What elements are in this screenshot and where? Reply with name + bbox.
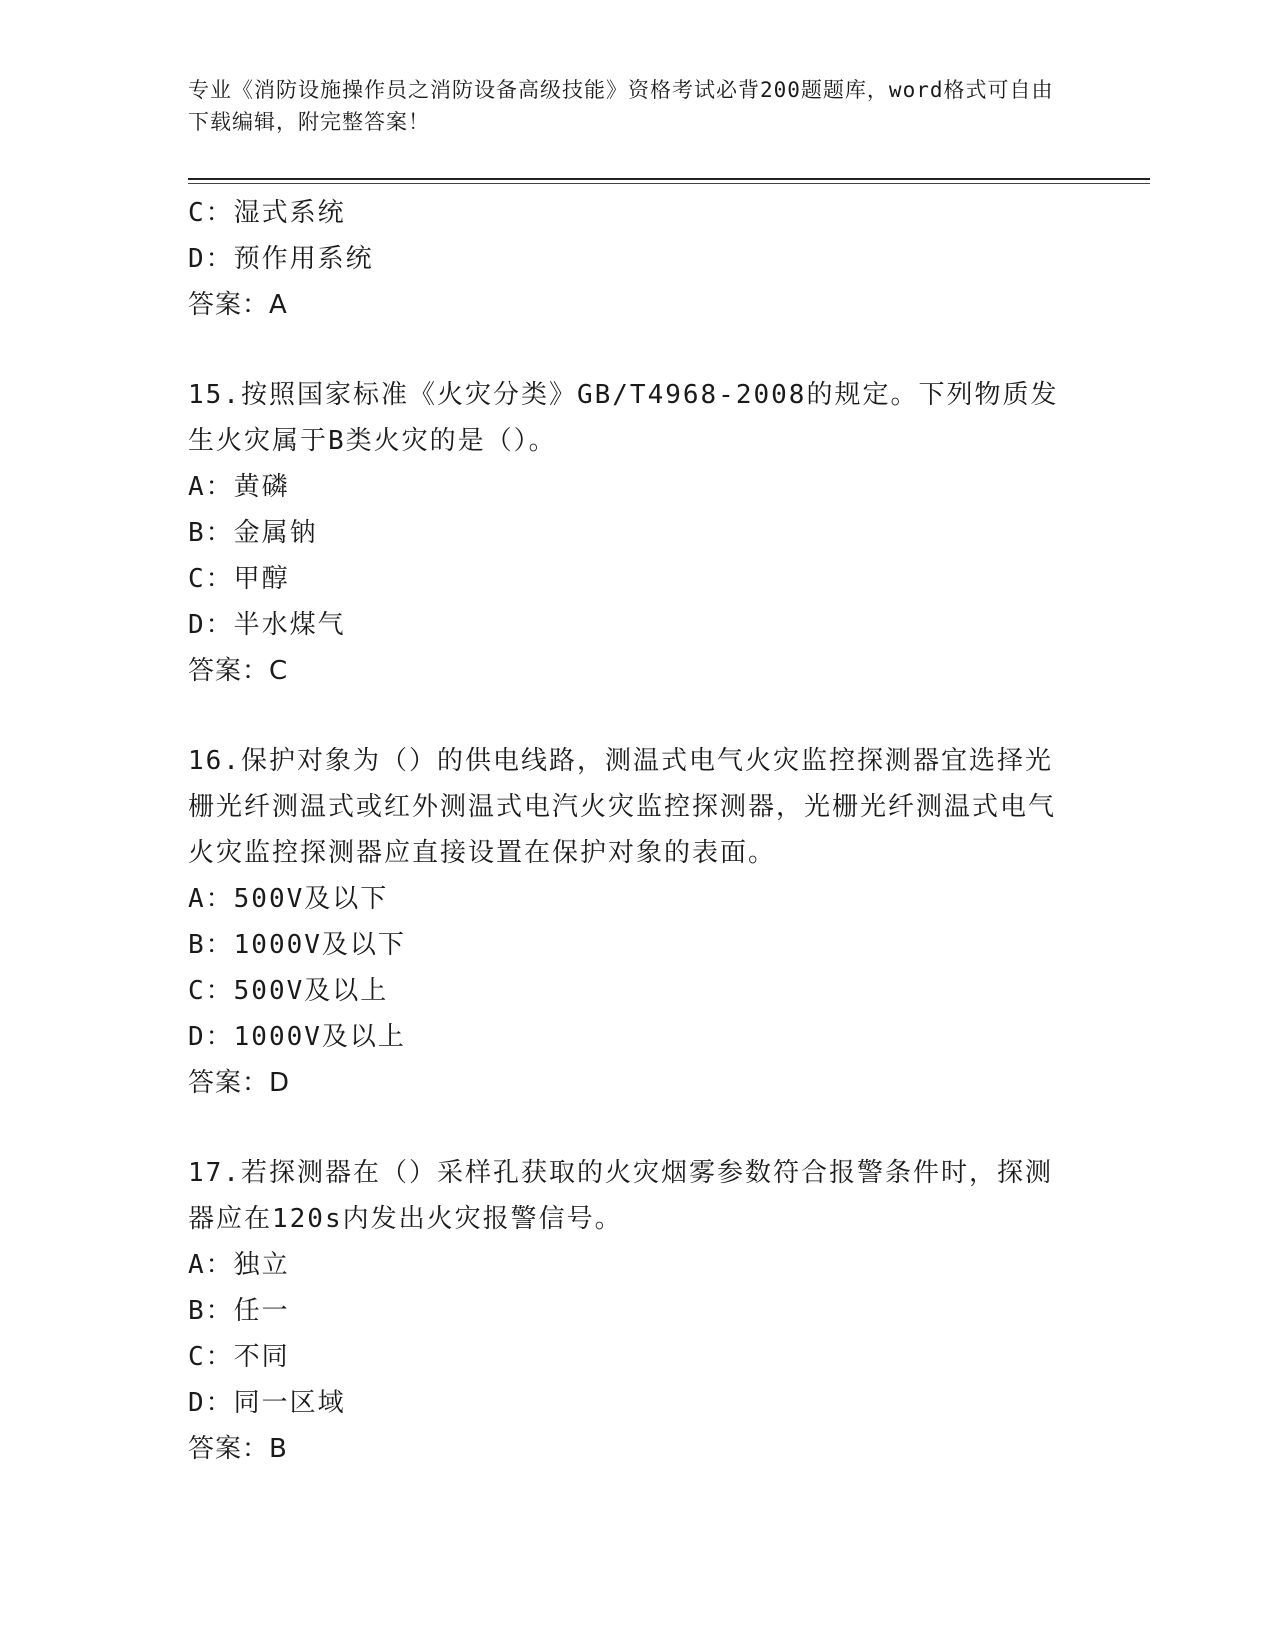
- question-content: [188, 190, 1088, 1472]
- option-a: A：黄磷: [188, 472, 290, 502]
- answer: 答案：B: [188, 1434, 288, 1464]
- answer: 答案：A: [188, 290, 288, 320]
- document-header: 专业《消防设施操作员之消防设备高级技能》资格考试必背200题题库，word格式可自由下载编辑，附完整答案！: [188, 78, 1054, 134]
- option-b: B：1000V及以下: [188, 930, 406, 960]
- question-text: 15.按照国家标准《火灾分类》GB/T4968-2008的规定。下列物质发生火灾属于B类火灾的是（）。: [188, 380, 1059, 456]
- question-text: 17.若探测器在（）采样孔获取的火灾烟雾参数符合报警条件时，探测器应在120s内发出火灾报警信号。: [188, 1158, 1053, 1234]
- option-d: D：1000V及以上: [188, 1022, 406, 1052]
- option-b: B：任一: [188, 1296, 290, 1326]
- question-16: [188, 738, 1088, 1106]
- option-a: A：独立: [188, 1250, 290, 1280]
- answer: 答案：D: [188, 1068, 291, 1098]
- option-c: C：甲醇: [188, 564, 290, 594]
- option-a: A：500V及以下: [188, 884, 389, 914]
- option-b: B：金属钠: [188, 518, 318, 548]
- option-c: C：不同: [188, 1342, 290, 1372]
- option-d: D：同一区域: [188, 1388, 346, 1418]
- option-d: D：预作用系统: [188, 244, 374, 274]
- question-text: 16.保护对象为（）的供电线路，测温式电气火灾监控探测器宜选择光栅光纤测温式或红外测温式电汽火灾监控探测器，光栅光纤测温式电气火灾监控探测器应直接设置在保护对象的表面。: [188, 746, 1057, 868]
- header-rule-thin: [188, 183, 1150, 184]
- option-c: C：500V及以上: [188, 976, 389, 1006]
- answer: 答案：C: [188, 656, 289, 686]
- option-d: D：半水煤气: [188, 610, 346, 640]
- question-15: [188, 372, 1088, 694]
- header-rule: [188, 178, 1150, 180]
- option-c: C：湿式系统: [188, 198, 346, 228]
- question-17: [188, 1150, 1088, 1472]
